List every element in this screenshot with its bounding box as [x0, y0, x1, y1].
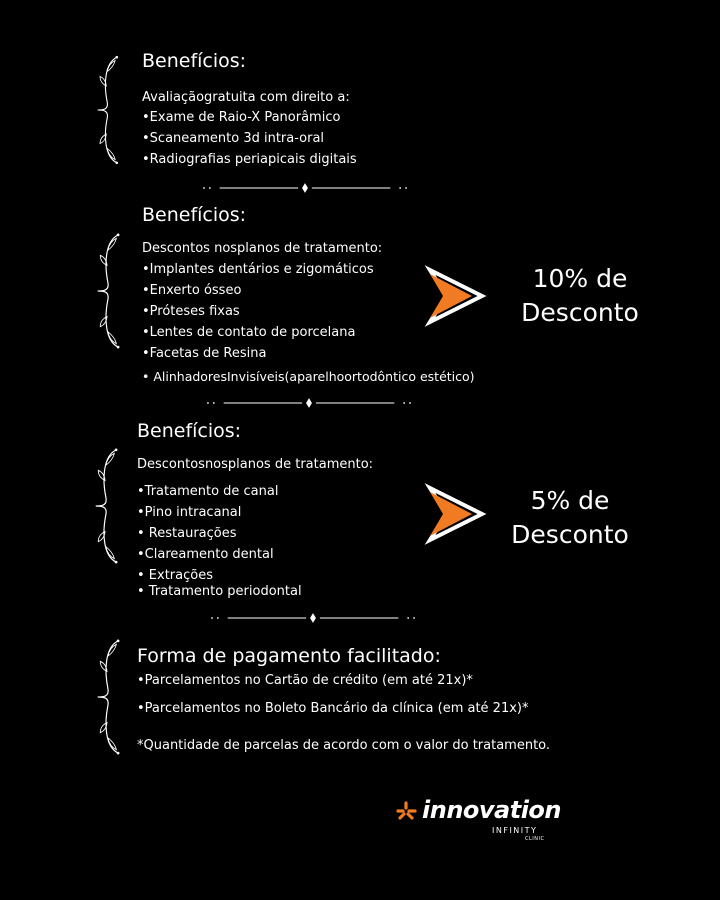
section-title: Benefícios:	[142, 50, 247, 72]
list-item: •Scaneamento 3d intra-oral	[142, 131, 325, 146]
section-line: Descontos nosplanos de tratamento:	[142, 241, 383, 256]
innovation-logo-icon	[394, 796, 561, 848]
list-item: •Parcelamentos no Boleto Bancário da clínica (em até 21x)*	[137, 701, 529, 716]
discount-percent: 10% de	[532, 264, 628, 293]
list-item: •Enxerto ósseo	[142, 283, 242, 298]
list-item: • Restaurações	[137, 526, 237, 541]
list-item: • AlinhadoresInvisíveis(aparelhoortodôntico estético)	[142, 369, 475, 384]
list-item: •Radiografias periapicais digitais	[142, 152, 357, 167]
chevron-arrow-icon	[424, 264, 488, 328]
logo-mark-icon	[394, 800, 418, 824]
list-item: •Clareamento dental	[137, 547, 274, 562]
list-item: •Lentes de contato de porcelana	[142, 325, 356, 340]
logo-tag-text: CLINIC	[525, 836, 545, 842]
footnote: *Quantidade de parcelas de acordo com o valor do tratamento.	[137, 738, 551, 753]
logo-brand-text: innovation	[422, 796, 561, 824]
list-item: •Implantes dentários e zigomáticos	[142, 262, 374, 277]
list-item: • Tratamento periodontal	[137, 584, 302, 599]
discount-percent: 5% de	[530, 486, 610, 515]
discount-word: Desconto	[511, 520, 629, 549]
section-line: Descontosnosplanos de tratamento:	[137, 457, 374, 472]
discount-label	[490, 484, 650, 552]
floral-brace-icon	[94, 408, 128, 604]
chevron-arrow-icon	[424, 482, 488, 546]
divider-ornament-icon	[202, 183, 408, 193]
list-item: •Parcelamentos no Cartão de crédito (em até 21x)*	[137, 673, 473, 688]
divider-ornament-icon	[206, 398, 412, 408]
list-item: •Exame de Raio-X Panorâmico	[142, 110, 341, 125]
list-item: •Próteses fixas	[142, 304, 240, 319]
section-title: Benefícios:	[137, 420, 242, 442]
logo-sub-text: INFINITY	[492, 826, 538, 835]
section-title: Forma de pagamento facilitado:	[137, 645, 441, 667]
list-item: •Facetas de Resina	[142, 346, 267, 361]
list-item: •Pino intracanal	[137, 505, 242, 520]
floral-brace-icon	[96, 620, 130, 774]
section-title: Benefícios:	[142, 204, 247, 226]
section-line: Avaliaçãogratuita com direito a:	[142, 90, 350, 105]
floral-brace-icon	[96, 42, 128, 178]
floral-brace-icon	[96, 196, 130, 386]
list-item: •Tratamento de canal	[137, 484, 279, 499]
list-item: • Extrações	[137, 568, 213, 583]
divider-ornament-icon	[210, 613, 416, 623]
discount-label	[500, 262, 660, 330]
discount-word: Desconto	[521, 298, 639, 327]
